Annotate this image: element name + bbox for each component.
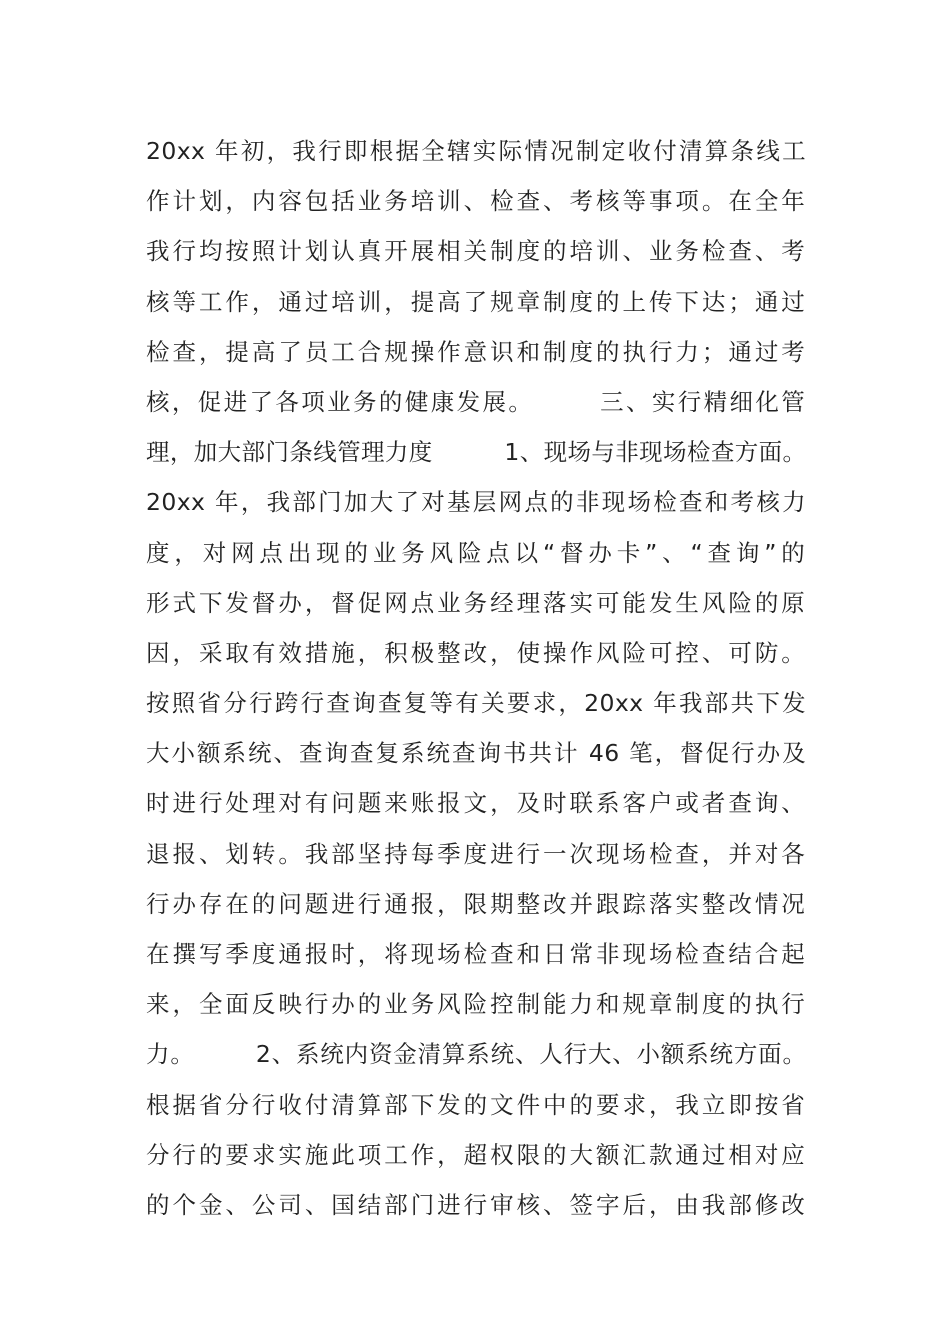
text-line-20: 根据省分行收付清算部下发的文件中的要求，我立即按省 — [146, 1090, 806, 1119]
text-line-15: 退报、划转。我部坚持每季度进行一次现场检查，并对各 — [146, 839, 806, 868]
body-text — [146, 126, 806, 1230]
text-line-13: 大小额系统、查询查复系统查询书共计 46 笔，督促行办及 — [146, 739, 806, 768]
text-line-8: 20xx 年，我部门加大了对基层网点的非现场检查和考核力 — [146, 488, 806, 517]
text-line-2: 作计划，内容包括业务培训、检查、考核等事项。在全年 — [146, 187, 806, 216]
text-line-16: 行办存在的问题进行通报，限期整改并跟踪落实整改情况 — [146, 889, 806, 918]
text-line-4: 核等工作，通过培训，提高了规章制度的上传下达；通过 — [146, 287, 806, 316]
text-line-7: 理，加大部门条线管理力度 1、现场与非现场检查方面。 — [146, 438, 806, 467]
text-line-12: 按照省分行跨行查询查复等有关要求，20xx 年我部共下发 — [146, 689, 806, 718]
text-line-3: 我行均按照计划认真开展相关制度的培训、业务检查、考 — [146, 237, 806, 266]
text-line-9: 度，对网点出现的业务风险点以“督办卡”、“查询”的 — [146, 538, 806, 567]
text-line-19: 力。 2、系统内资金清算系统、人行大、小额系统方面。 — [146, 1040, 806, 1069]
text-line-17: 在撰写季度通报时，将现场检查和日常非现场检查结合起 — [146, 940, 806, 968]
text-line-18: 来，全面反映行办的业务风险控制能力和规章制度的执行 — [146, 990, 806, 1019]
text-line-5: 检查，提高了员工合规操作意识和制度的执行力；通过考 — [146, 337, 806, 366]
text-line-11: 因，采取有效措施，积极整改，使操作风险可控、可防。 — [146, 638, 806, 667]
text-line-14: 时进行处理对有问题来账报文，及时联系客户或者查询、 — [146, 789, 806, 818]
text-line-1: 20xx 年初，我行即根据全辖实际情况制定收付清算条线工 — [146, 137, 806, 165]
text-line-22: 的个金、公司、国结部门进行审核、签字后，由我部修改 — [146, 1190, 806, 1219]
text-line-10: 形式下发督办，督促网点业务经理落实可能发生风险的原 — [146, 588, 806, 617]
text-line-6: 核，促进了各项业务的健康发展。 三、实行精细化管 — [146, 387, 806, 416]
text-line-21: 分行的要求实施此项工作，超权限的大额汇款通过相对应 — [146, 1140, 806, 1169]
